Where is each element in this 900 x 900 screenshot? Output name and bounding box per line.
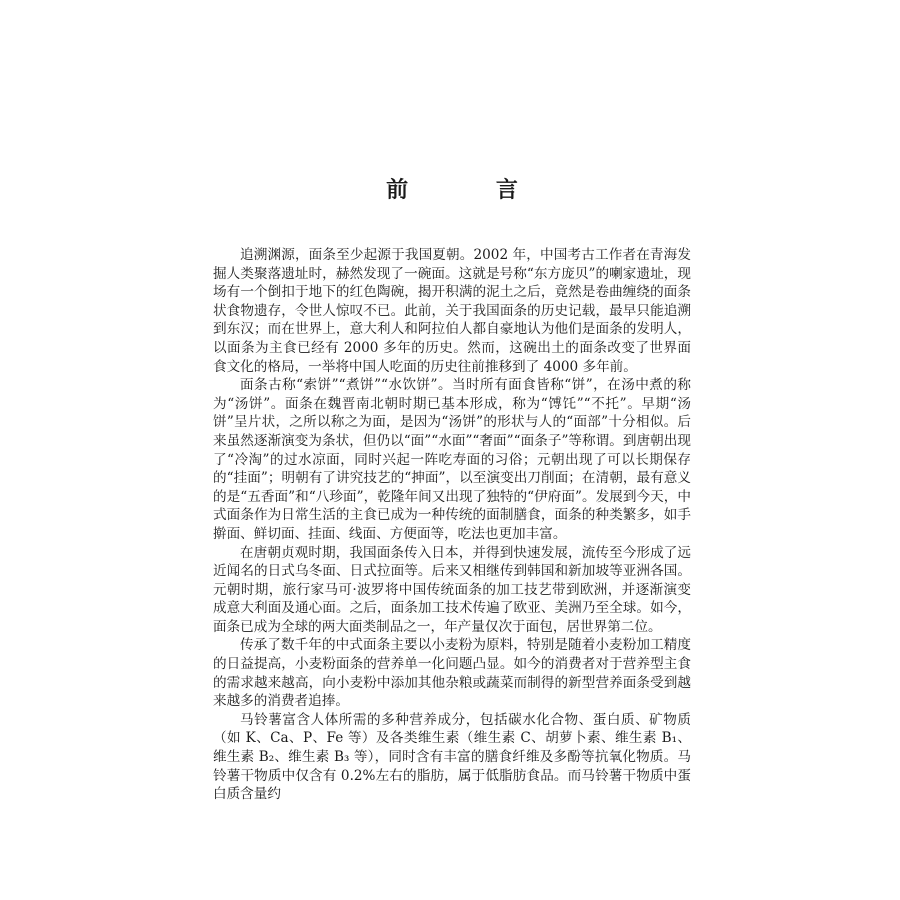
document-page <box>213 176 691 804</box>
paragraph-5: 马铃薯富含人体所需的多种营养成分，包括碳水化合物、蛋白质、矿物质（如 K、Ca、P、Fe 等）及各类维生素（维生素 C、胡萝卜素、维生素 B₁、维生素 B₂、维生素 B₃ 等），同时含有丰富的膳食纤维及多酚等抗氧化物质。马铃薯干物质中仅含有 0.2%左右的脂肪，属于低脂肪食品。而马铃薯干物质中蛋白质含量约 <box>213 711 691 803</box>
paragraph-1: 追溯渊源，面条至少起源于我国夏朝。2002 年，中国考古工作者在青海发掘人类聚落遗址时，赫然发现了一碗面。这就是号称“东方庞贝”的喇家遗址，现场有一个倒扣于地下的红色陶碗，揭开积满的泥土之后，竟然是卷曲缠绕的面条状食物遗存，令世人惊叹不已。此前，关于我国面条的历史记载，最早只能追溯到东汉；而在世界上，意大利人和阿拉伯人都自豪地认为他们是面条的发明人，以面条为主食已经有 2000 多年的历史。然而，这碗出土的面条改变了世界面食文化的格局，一举将中国人吃面的历史往前推移到了 4000 多年前。 <box>213 247 691 375</box>
page-title: 前 言 <box>386 177 558 203</box>
paragraph-2: 面条古称“索饼”“煮饼”“水饮饼”。当时所有面食皆称“饼”，在汤中煮的称为“汤饼”。面条在魏晋南北朝时期已基本形成，称为“馎饦”“不托”。早期“汤饼”呈片状，之所以称之为面，是因为“汤饼”的形状与人的“面部”十分相似。后来虽然逐渐演变为条状，但仍以“面”“水面”“奢面”“面条子”等称谓。到唐朝出现了“冷淘”的过水凉面，同时兴起一阵吃寿面的习俗；元朝出现了可以长期保存的“挂面”；明朝有了讲究技艺的“抻面”，以至演变出刀削面；在清朝，最有意义的是“五香面”和“八珍面”，乾隆年间又出现了独特的“伊府面”。发展到今天，中式面条作为日常生活的主食已成为一种传统的面制膳食，面条的种类繁多，如手擀面、鲜切面、挂面、线面、方便面等，吃法也更加丰富。 <box>213 377 691 542</box>
paragraph-4: 传承了数千年的中式面条主要以小麦粉为原料，特别是随着小麦粉加工精度的日益提高，小麦粉面条的营养单一化问题凸显。如今的消费者对于营养型主食的需求越来越高，向小麦粉中添加其他杂粮或蔬菜而制得的新型营养面条受到越来越多的消费者追捧。 <box>213 637 691 710</box>
paragraph-3: 在唐朝贞观时期，我国面条传入日本，并得到快速发展，流传至今形成了远近闻名的日式乌冬面、日式拉面等。后来又相继传到韩国和新加坡等亚洲各国。元朝时期，旅行家马可·波罗将中国传统面条的加工技艺带到欧洲，并逐渐演变成意大利面及通心面。之后，面条加工技术传遍了欧亚、美洲乃至全球。如今，面条已成为全球的两大面类制品之一，年产量仅次于面包，居世界第二位。 <box>213 544 691 635</box>
